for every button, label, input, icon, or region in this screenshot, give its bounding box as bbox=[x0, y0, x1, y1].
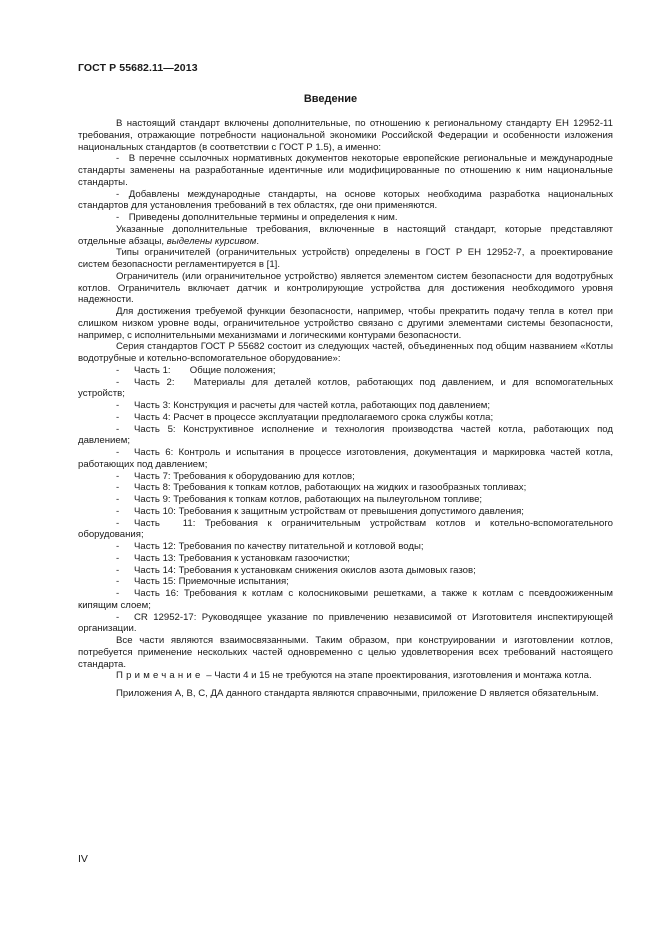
list-item: - Часть 13: Требования к установкам газоочистки; bbox=[116, 552, 350, 564]
list-item-text: Часть 10: Требования к защитным устройствам от превышения допустимого давления; bbox=[134, 505, 524, 517]
paragraph: Все части являются взаимосвязанными. Таким образом, при конструировании и изготовлении котлов, потребуется применение нескольких частей одновременно с целью удовлетворения всех требований настоящего стандарта. bbox=[78, 635, 613, 670]
paragraph-text: Указанные дополнительные требования, включенные в настоящий стандарт, которые представляют отдельные абзацы, bbox=[78, 223, 613, 247]
document-code-header: ГОСТ Р 55682.11—2013 bbox=[78, 62, 198, 74]
bullet-item: - Добавлены международные стандарты, на основе которых необходима разработка национальных стандартов для установления требований в тех областях, где они применяются. bbox=[78, 188, 613, 212]
list-item: - Часть 15: Приемочные испытания; bbox=[116, 576, 289, 588]
list-item-text: Часть 3: Конструкция и расчеты для частей котла, работающих под давлением; bbox=[134, 400, 491, 411]
paragraph: Серия стандартов ГОСТ Р 55682 состоит из следующих частей, объединенных под общим названием «Котлы водотрубные и котельно-вспомогательное оборудование»: bbox=[78, 341, 613, 364]
italic-text: выделены курсивом bbox=[166, 235, 257, 247]
list-item: - Часть 2: Материалы для деталей котлов, работающих под давлением, и для вспомогательных устройств; bbox=[78, 376, 613, 400]
list-item: - Часть 5: Конструктивное исполнение и технология производства частей котла, работающих под давлением; bbox=[78, 423, 613, 447]
list-item-text: Часть 15: Приемочные испытания; bbox=[134, 576, 289, 588]
bullet-item: - В перечне ссылочных нормативных документов некоторые европейские региональные и международные стандарты заменены на разработанные идентичные или модифицированные по отношению к ним национальные стандарты. bbox=[78, 153, 613, 188]
list-item-text: Часть 2: Материалы для деталей котлов, работающих под давлением, и для вспомогательных устройств; bbox=[78, 376, 613, 400]
list-item: - Часть 14: Требования к установкам снижения окислов азота дымовых газов; bbox=[116, 564, 476, 576]
list-item-text: Часть 16: Требования к котлам с колосниковыми решетками, а также к котлам с псевдоожиженным кипящим слоем; bbox=[78, 588, 613, 611]
list-item: - Часть 11: Требования к ограничительным устройствам котлов и котельно-вспомогательного оборудования; bbox=[78, 517, 613, 541]
paragraph: Типы ограничителей (ограничительных устройств) определены в ГОСТ Р ЕН 12952-7, а проектирование систем безопасности регламентируется в [1]. bbox=[78, 247, 613, 270]
list-item-text: Часть 12: Требования по качеству питательной и котловой воды; bbox=[134, 541, 424, 552]
list-item: - Часть 10: Требования к защитным устройствам от превышения допустимого давления; bbox=[116, 505, 524, 517]
note-text: – Части 4 и 15 не требуются на этапе проектирования, изготовления и монтажа котла. bbox=[203, 670, 592, 682]
intro-paragraph: В настоящий стандарт включены дополнительные, по отношению к региональному стандарту ЕН 12952-11 требования, отражающие потребности национальной экономики Российской Федерации и особенности изложения национальных стандартов (в соответствии с ГОСТ Р 1.5), а именно: bbox=[78, 118, 613, 153]
list-item: - Часть 9: Требования к топкам котлов, работающих на пылеугольном топливе; bbox=[116, 494, 483, 505]
paragraph-text: . bbox=[256, 235, 260, 247]
list-item: - Часть 6: Контроль и испытания в процессе изготовления, документация и маркировка частей котла, работающих под давлением; bbox=[78, 447, 613, 470]
list-item-text: Часть 6: Контроль и испытания в процессе изготовления, документация и маркировка частей котла, работающих под давлением; bbox=[78, 447, 613, 470]
list-item: - Часть 1: Общие положения; bbox=[116, 364, 276, 376]
page-number: IV bbox=[78, 853, 88, 865]
list-item-text: Часть 5: Конструктивное исполнение и технология производства частей котла, работающих под давлением; bbox=[78, 423, 613, 447]
paragraph: Для достижения требуемой функции безопасности, например, чтобы прекратить подачу тепла в котел при слишком низком уровне воды, ограничительное устройство связано с другими элементами системы безопасности, например, с исполнительными механизмами и логическими контурами безопасности. bbox=[78, 306, 613, 341]
paragraph bbox=[78, 224, 613, 248]
list-item: - Часть 3: Конструкция и расчеты для частей котла, работающих под давлением; bbox=[116, 400, 491, 411]
list-item-text: Часть 1: Общие положения; bbox=[134, 364, 276, 376]
list-item: - Часть 12: Требования по качеству питательной и котловой воды; bbox=[116, 541, 424, 552]
list-item: - Часть 7: Требования к оборудованию для котлов; bbox=[116, 470, 355, 482]
list-item: - Часть 16: Требования к котлам с колосниковыми решетками, а также к котлам с псевдоожиженным кипящим слоем; bbox=[78, 588, 613, 611]
paragraph: Приложения А, В, С, ДА данного стандарта являются справочными, приложение D является обязательным. bbox=[116, 688, 599, 699]
list-item-text: Часть 13: Требования к установкам газоочистки; bbox=[134, 552, 350, 564]
body-text bbox=[78, 118, 613, 700]
list-item: - Часть 4: Расчет в процессе эксплуатации предполагаемого срока службы котла; bbox=[116, 411, 494, 423]
list-item: - Часть 8: Требования к топкам котлов, работающих на жидких и газообразных топливах; bbox=[116, 482, 527, 494]
list-item-text: CR 12952-17: Руководящее указание по привлечению независимой от Изготовителя инспектирующей организации. bbox=[78, 611, 613, 635]
list-item-text: Часть 11: Требования к ограничительным устройствам котлов и котельно-вспомогательного оборудования; bbox=[78, 517, 613, 541]
parts-list bbox=[78, 365, 613, 635]
note-label: Примечание bbox=[116, 670, 204, 682]
note bbox=[78, 670, 613, 682]
list-item-text: Часть 4: Расчет в процессе эксплуатации предполагаемого срока службы котла; bbox=[134, 411, 494, 423]
paragraph: Ограничитель (или ограничительное устройство) является элементом систем безопасности для водотрубных котлов. Ограничитель включает датчик и контролирующие устройства для достижения необходимого уровня надежности. bbox=[78, 270, 613, 306]
bullet-item: - Приведены дополнительные термины и определения к ним. bbox=[116, 212, 398, 223]
list-item-text: Часть 9: Требования к топкам котлов, работающих на пылеугольном топливе; bbox=[134, 494, 483, 505]
list-item-text: Часть 8: Требования к топкам котлов, работающих на жидких и газообразных топливах; bbox=[134, 482, 527, 494]
list-item-text: Часть 7: Требования к оборудованию для котлов; bbox=[134, 470, 355, 482]
section-title: Введение bbox=[303, 93, 358, 105]
list-item-text: Часть 14: Требования к установкам снижения окислов азота дымовых газов; bbox=[134, 564, 476, 576]
list-item: - CR 12952-17: Руководящее указание по привлечению независимой от Изготовителя инспектирующей организации. bbox=[78, 611, 613, 635]
